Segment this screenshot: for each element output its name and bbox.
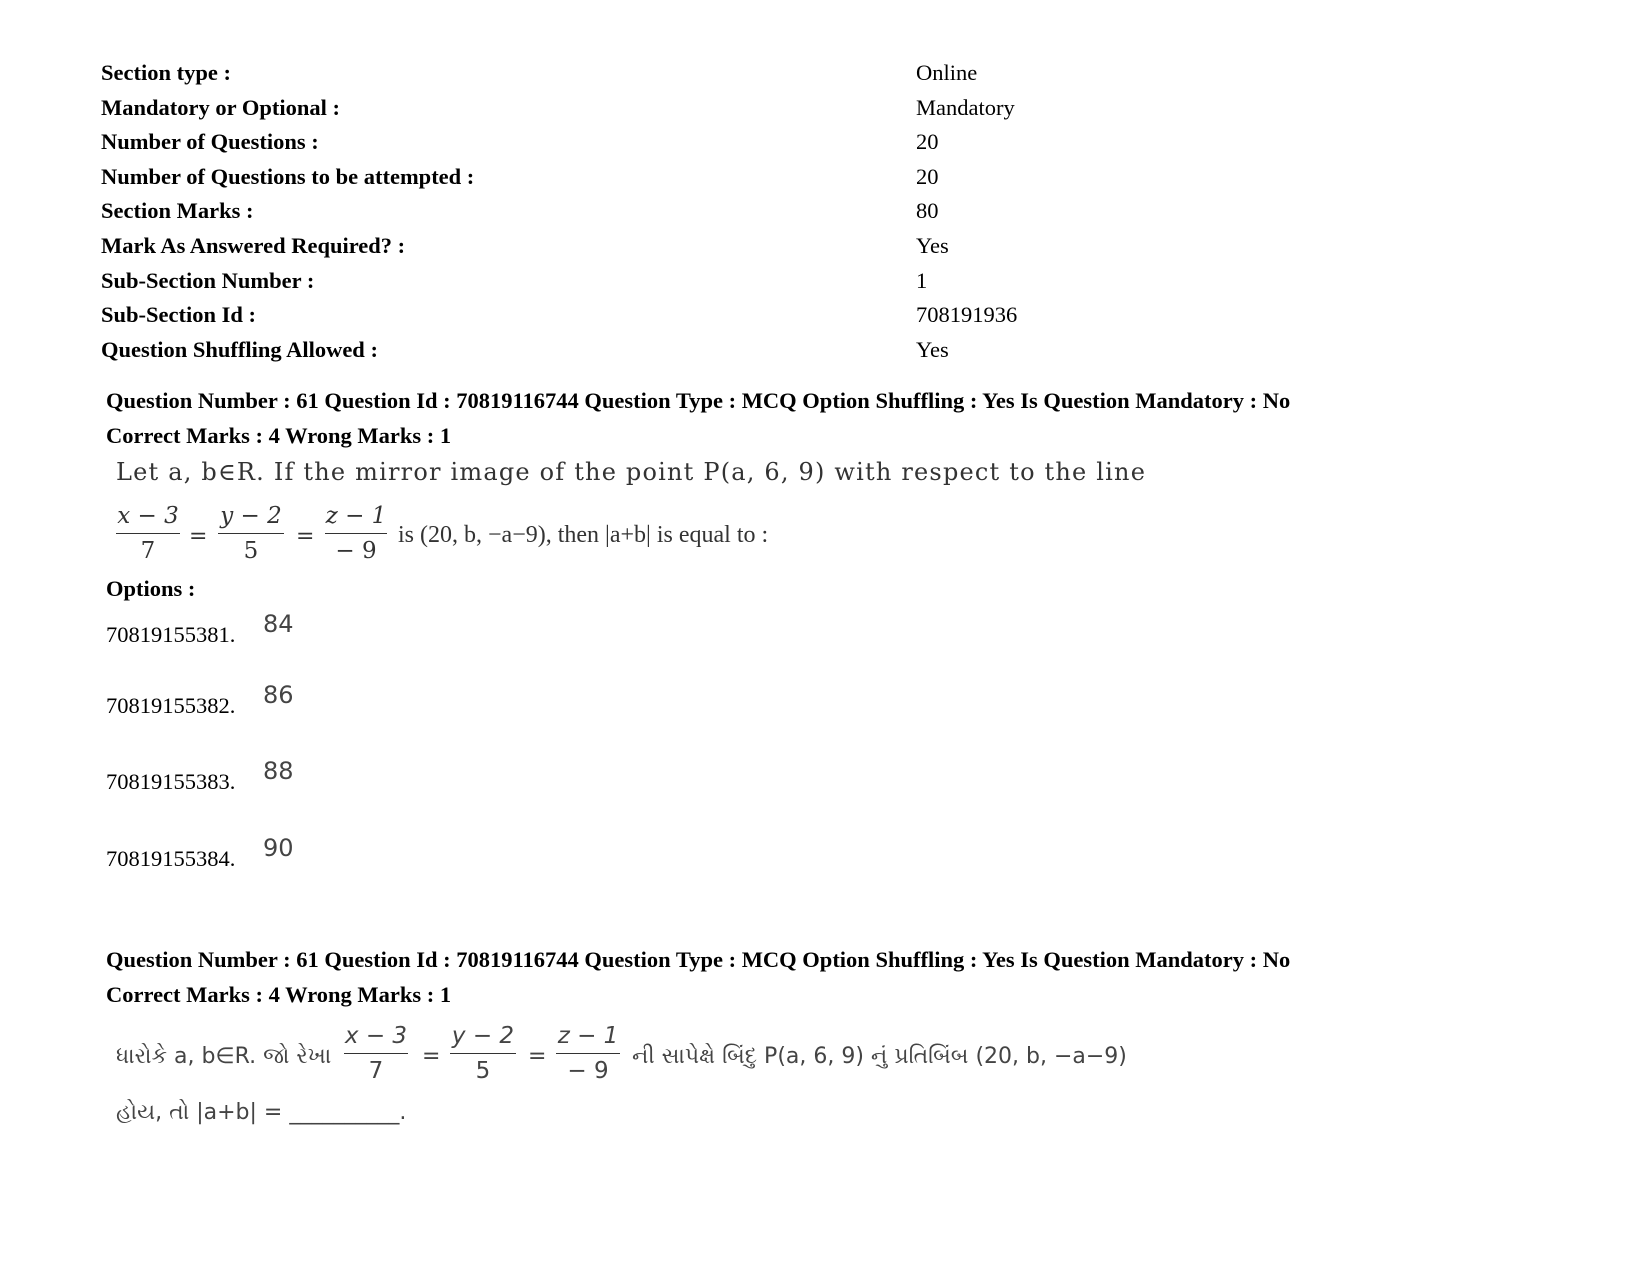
info-label: Number of Questions : — [101, 129, 319, 155]
info-label: Section type : — [101, 60, 231, 85]
fraction-numerator: z − 1 — [325, 503, 387, 529]
fraction-denominator: − 9 — [335, 538, 377, 564]
question-text-en — [116, 458, 1216, 588]
fraction-bar — [450, 1053, 516, 1054]
question-text-gu — [116, 1022, 1216, 1132]
info-row-question-shuffling — [101, 333, 1061, 368]
info-row-mandatory — [101, 91, 1061, 126]
info-value: 1 — [916, 267, 928, 293]
info-value: Yes — [916, 336, 949, 362]
fraction-numerator: x − 3 — [344, 1023, 408, 1049]
option-value: 88 — [263, 757, 294, 785]
fraction-x — [344, 1022, 408, 1085]
question-gu-line-2: હોય, તો |a+b| = __________. — [116, 1100, 407, 1125]
option-item — [106, 610, 294, 648]
fraction-numerator: z − 1 — [557, 1023, 619, 1049]
option-id: 70819155381. — [106, 622, 236, 647]
option-value: 84 — [263, 610, 294, 638]
info-row-sub-section-id — [101, 298, 1061, 333]
equals-sign: = — [189, 524, 208, 549]
option-item — [106, 757, 294, 795]
fraction-denominator: − 9 — [567, 1058, 609, 1084]
option-item — [106, 681, 294, 719]
fraction-y — [450, 1022, 516, 1085]
question-header: Question Number : 61 Question Id : 70819116744 Question Type : MCQ Option Shuffling : Yes Is Question Mandatory : No — [106, 388, 1291, 413]
info-label: Number of Questions to be attempted : — [101, 163, 475, 189]
fraction-denominator: 7 — [140, 538, 156, 564]
info-row-questions-to-attempt — [101, 160, 1061, 195]
question-header: Question Number : 61 Question Id : 70819116744 Question Type : MCQ Option Shuffling : Yes Is Question Mandatory : No — [106, 947, 1291, 972]
fraction-bar — [556, 1053, 620, 1054]
info-label: Sub-Section Number : — [101, 267, 315, 293]
options-label: Options : — [106, 576, 196, 601]
info-row-number-of-questions — [101, 125, 1061, 160]
info-value: Online — [916, 60, 978, 85]
info-value: 708191936 — [916, 302, 1018, 328]
info-row-mark-as-answered — [101, 229, 1061, 264]
info-value: 80 — [916, 198, 939, 224]
equals-sign: = — [296, 524, 315, 549]
info-value: Yes — [916, 232, 949, 258]
section-info-table — [101, 56, 1061, 367]
info-label: Mandatory or Optional : — [101, 94, 340, 120]
option-item — [106, 834, 294, 872]
question-line-1: Let a, b∈R. If the mirror image of the point P(a, 6, 9) with respect to the line — [116, 458, 1147, 486]
info-value: 20 — [916, 163, 939, 189]
fraction-numerator: y − 2 — [220, 503, 282, 529]
option-value: 86 — [263, 681, 294, 709]
fraction-numerator: y − 2 — [451, 1023, 515, 1049]
info-row-sub-section-number — [101, 264, 1061, 299]
option-id: 70819155382. — [106, 693, 236, 718]
fraction-z — [556, 1022, 620, 1085]
fraction-bar — [344, 1053, 408, 1054]
fraction-z — [325, 502, 387, 565]
option-id: 70819155384. — [106, 846, 236, 871]
option-value: 90 — [263, 834, 294, 862]
question-gu-prefix: ધારોકે a, b∈R. જો રેખા — [116, 1044, 332, 1069]
info-label: Question Shuffling Allowed : — [101, 336, 378, 362]
question-marks: Correct Marks : 4 Wrong Marks : 1 — [106, 423, 452, 448]
equals-sign: = — [422, 1044, 441, 1069]
fraction-x — [116, 502, 180, 565]
fraction-bar — [218, 533, 284, 534]
fraction-denominator: 5 — [475, 1058, 491, 1084]
info-label: Sub-Section Id : — [101, 302, 257, 328]
info-label: Mark As Answered Required? : — [101, 232, 406, 258]
question-marks: Correct Marks : 4 Wrong Marks : 1 — [106, 982, 452, 1007]
option-id: 70819155383. — [106, 769, 236, 794]
fraction-y — [218, 502, 284, 565]
question-line-2: is (20, b, −a−9), then |a+b| is equal to : — [398, 522, 769, 548]
info-value: Mandatory — [916, 94, 1015, 120]
info-row-section-type — [101, 56, 1061, 91]
fraction-denominator: 5 — [243, 538, 259, 564]
info-value: 20 — [916, 129, 939, 155]
fraction-bar — [325, 533, 387, 534]
fraction-numerator: x − 3 — [117, 503, 179, 529]
fraction-denominator: 7 — [368, 1058, 384, 1084]
question-gu-suffix: ની સાપેક્ષે બિંદુ P(a, 6, 9) નું પ્રતિબિંબ (20, b, −a−9) — [632, 1044, 1127, 1069]
info-label: Section Marks : — [101, 198, 254, 224]
info-row-section-marks — [101, 194, 1061, 229]
equals-sign: = — [528, 1044, 547, 1069]
fraction-bar — [116, 533, 180, 534]
